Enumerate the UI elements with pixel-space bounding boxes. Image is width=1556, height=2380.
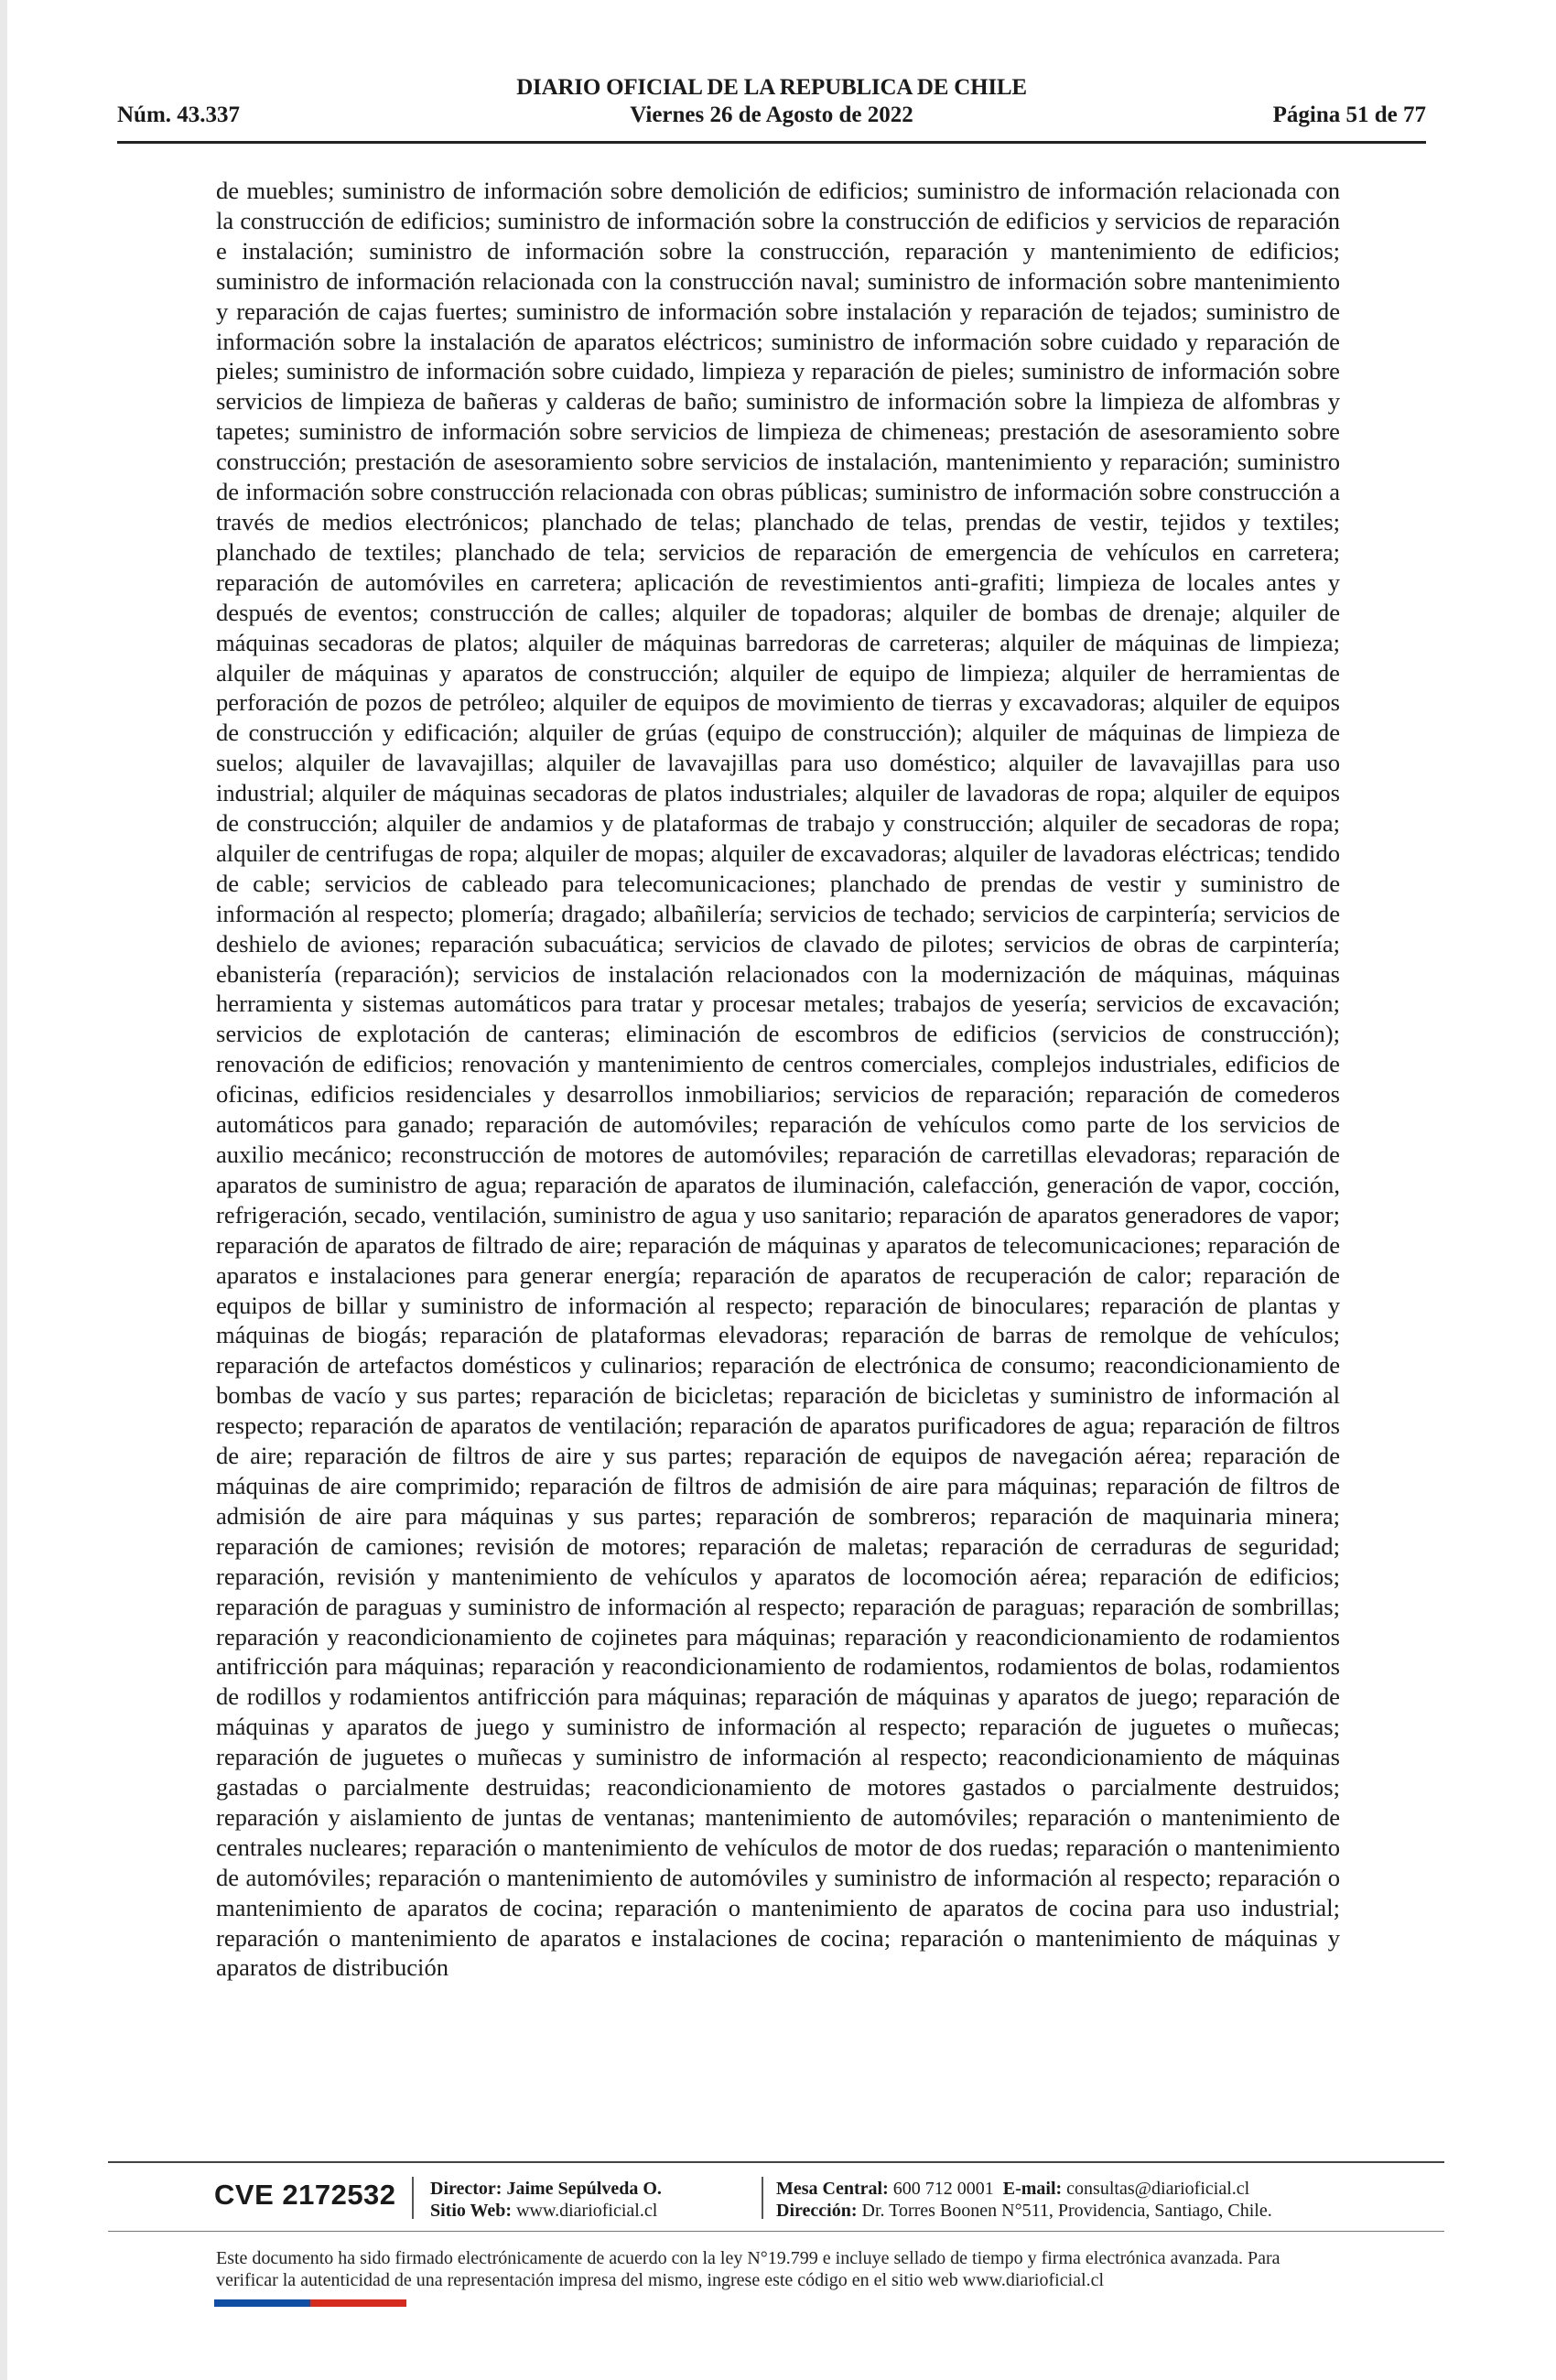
- footer-separator: [762, 2177, 763, 2219]
- signature-notice: Este documento ha sido firmado electrónicamente de acuerdo con la ley N°19.799 e incluye sellado de tiempo y firma electrónica avanzada. Para verificar la autenticidad de una representación impresa del mismo, ingrese este código en el sitio web www.diarioficial.cl: [216, 2248, 1280, 2290]
- email-label: E-mail:: [1002, 2179, 1063, 2199]
- cve-code: CVE 2172532: [214, 2179, 396, 2211]
- footer-contact-right: [776, 2178, 1272, 2222]
- website-line: [430, 2200, 662, 2222]
- footer-separator: [412, 2177, 414, 2219]
- page-header: [117, 75, 1426, 145]
- phone-value: 600 712 0001: [892, 2179, 994, 2199]
- flag-red-band: [310, 2299, 406, 2307]
- phone-label: Mesa Central:: [776, 2179, 889, 2199]
- phone-email-line: [776, 2178, 1272, 2200]
- flag-blue-band: [214, 2299, 310, 2307]
- email-link[interactable]: consultas@diarioficial.cl: [1066, 2179, 1250, 2199]
- footer-divider-bottom: [108, 2231, 1444, 2232]
- issue-date: Viernes 26 de Agosto de 2022: [630, 103, 913, 127]
- chile-flag-stripe: [214, 2299, 406, 2307]
- issue-number: Núm. 43.337: [117, 103, 241, 127]
- publication-title: DIARIO OFICIAL DE LA REPUBLICA DE CHILE: [516, 75, 1027, 100]
- footer-divider-top: [108, 2161, 1444, 2163]
- director-label: Director:: [430, 2179, 502, 2199]
- address-line: [776, 2200, 1272, 2222]
- body-paragraph: de muebles; suministro de información sobre demolición de edificios; suministro de información relacionada con la construcción de edificios; suministro de información sobre la construcción de edificios y servicios de reparación e instalación; suministro de información sobre la construcción, reparación y mantenimiento de edificios; suministro de información relacionada con la construcción naval; suministro de información sobre mantenimiento y reparación de cajas fuertes; suministro de información sobre instalación y reparación de tejados; suministro de información sobre la instalación de aparatos eléctricos; suministro de información sobre cuidado y reparación de pieles; suministro de información sobre cuidado, limpieza y reparación de pieles; suministro de información sobre servicios de limpieza de bañeras y calderas de baño; suministro de información sobre la limpieza de alfombras y tapetes; suministro de información sobre servicios de limpieza de chimeneas; prestación de asesoramiento sobre construcción; prestación de asesoramiento sobre servicios de instalación, mantenimiento y reparación; suministro de información sobre construcción relacionada con obras públicas; suministro de información sobre construcción a través de medios electrónicos; planchado de telas; planchado de telas, prendas de vestir, tejidos y textiles; planchado de textiles; planchado de tela; servicios de reparación de emergencia de vehículos en carretera; reparación de automóviles en carretera; aplicación de revestimientos anti-grafiti; limpieza de locales antes y después de eventos; construcción de calles; alquiler de topadoras; alquiler de bombas de drenaje; alquiler de máquinas secadoras de platos; alquiler de máquinas barredoras de carreteras; alquiler de máquinas de limpieza; alquiler de máquinas y aparatos de construcción; alquiler de equipo de limpieza; alquiler de herramientas de perforación de pozos de petróleo; alquiler de equipos de movimiento de tierras y excavadoras; alquiler de equipos de construcción y edificación; alquiler de grúas (equipo de construcción); alquiler de máquinas de limpieza de suelos; alquiler de lavavajillas; alquiler de lavavajillas para uso doméstico; alquiler de lavavajillas para uso industrial; alquiler de máquinas secadoras de platos industriales; alquiler de lavadoras de ropa; alquiler de equipos de construcción; alquiler de andamios y de plataformas de trabajo y construcción; alquiler de secadoras de ropa; alquiler de centrifugas de ropa; alquiler de mopas; alquiler de excavadoras; alquiler de lavadoras eléctricas; tendido de cable; servicios de cableado para telecomunicaciones; planchado de prendas de vestir y suministro de información al respecto; plomería; dragado; albañilería; servicios de techado; servicios de carpintería; servicios de deshielo de aviones; reparación subacuática; servicios de clavado de pilotes; servicios de obras de carpintería; ebanistería (reparación); servicios de instalación relacionados con la modernización de máquinas, máquinas herramienta y sistemas automáticos para tratar y procesar metales; trabajos de yesería; servicios de excavación; servicios de explotación de canteras; eliminación de escombros de edificios (servicios de construcción); renovación de edificios; renovación y mantenimiento de centros comerciales, complejos industriales, edificios de oficinas, edificios residenciales y desarrollos inmobiliarios; servicios de reparación; reparación de comederos automáticos para ganado; reparación de automóviles; reparación de vehículos como parte de los servicios de auxilio mecánico; reconstrucción de motores de automóviles; reparación de carretillas elevadoras; reparación de aparatos de suministro de agua; reparación de aparatos de iluminación, calefacción, generación de vapor, cocción, refrigeración, secado, ventilación, suministro de agua y uso sanitario; reparación de aparatos generadores de vapor; reparación de aparatos de filtrado de aire; reparación de máquinas y aparatos de telecomunicaciones; reparación de aparatos e instalaciones para generar energía; reparación de aparatos de recuperación de calor; reparación de equipos de billar y suministro de información al respecto; reparación de binoculares; reparación de plantas y máquinas de biogás; reparación de plataformas elevadoras; reparación de barras de remolque de vehículos; reparación de artefactos domésticos y culinarios; reparación de electrónica de consumo; reacondicionamiento de bombas de vacío y sus partes; reparación de bicicletas; reparación de bicicletas y suministro de información al respecto; reparación de aparatos de ventilación; reparación de aparatos purificadores de agua; reparación de filtros de aire; reparación de filtros de aire y sus partes; reparación de equipos de navegación aérea; reparación de máquinas de aire comprimido; reparación de filtros de admisión de aire para máquinas; reparación de filtros de admisión de aire para máquinas y sus partes; reparación de sombreros; reparación de maquinaria minera; reparación de camiones; revisión de motores; reparación de maletas; reparación de cerraduras de seguridad; reparación, revisión y mantenimiento de vehículos y aparatos de locomoción aérea; reparación de edificios; reparación de paraguas y suministro de información al respecto; reparación de paraguas; reparación de sombrillas; reparación y reacondicionamiento de cojinetes para máquinas; reparación y reacondicionamiento de rodamientos antifricción para máquinas; reparación y reacondicionamiento de rodamientos, rodamientos de bolas, rodamientos de rodillos y rodamientos antifricción para máquinas; reparación de máquinas y aparatos de juego; reparación de máquinas y aparatos de juego y suministro de información al respecto; reparación de juguetes o muñecas; reparación de juguetes o muñecas y suministro de información al respecto; reacondicionamiento de máquinas gastadas o parcialmente destruidas; reacondicionamiento de motores gastados o parcialmente destruidos; reparación y aislamiento de juntas de ventanas; mantenimiento de automóviles; reparación o mantenimiento de centrales nucleares; reparación o mantenimiento de vehículos de motor de dos ruedas; reparación o mantenimiento de automóviles; reparación o mantenimiento de automóviles y suministro de información al respecto; reparación o mantenimiento de aparatos de cocina; reparación o mantenimiento de aparatos de cocina para uso industrial; reparación o mantenimiento de aparatos e instalaciones de cocina; reparación o mantenimiento de máquinas y aparatos de distribución: [216, 177, 1340, 1982]
- website-link[interactable]: www.diarioficial.cl: [516, 2201, 658, 2221]
- footer-contact-left: [430, 2178, 662, 2222]
- website-label: Sitio Web:: [430, 2201, 513, 2221]
- address-label: Dirección:: [776, 2201, 858, 2221]
- header-divider: [117, 141, 1426, 144]
- director-line: [430, 2178, 662, 2200]
- address-value: Dr. Torres Boonen N°511, Providencia, Santiago, Chile.: [861, 2201, 1272, 2221]
- page-number: Página 51 de 77: [1272, 103, 1426, 127]
- director-value: Jaime Sepúlveda O.: [506, 2179, 662, 2199]
